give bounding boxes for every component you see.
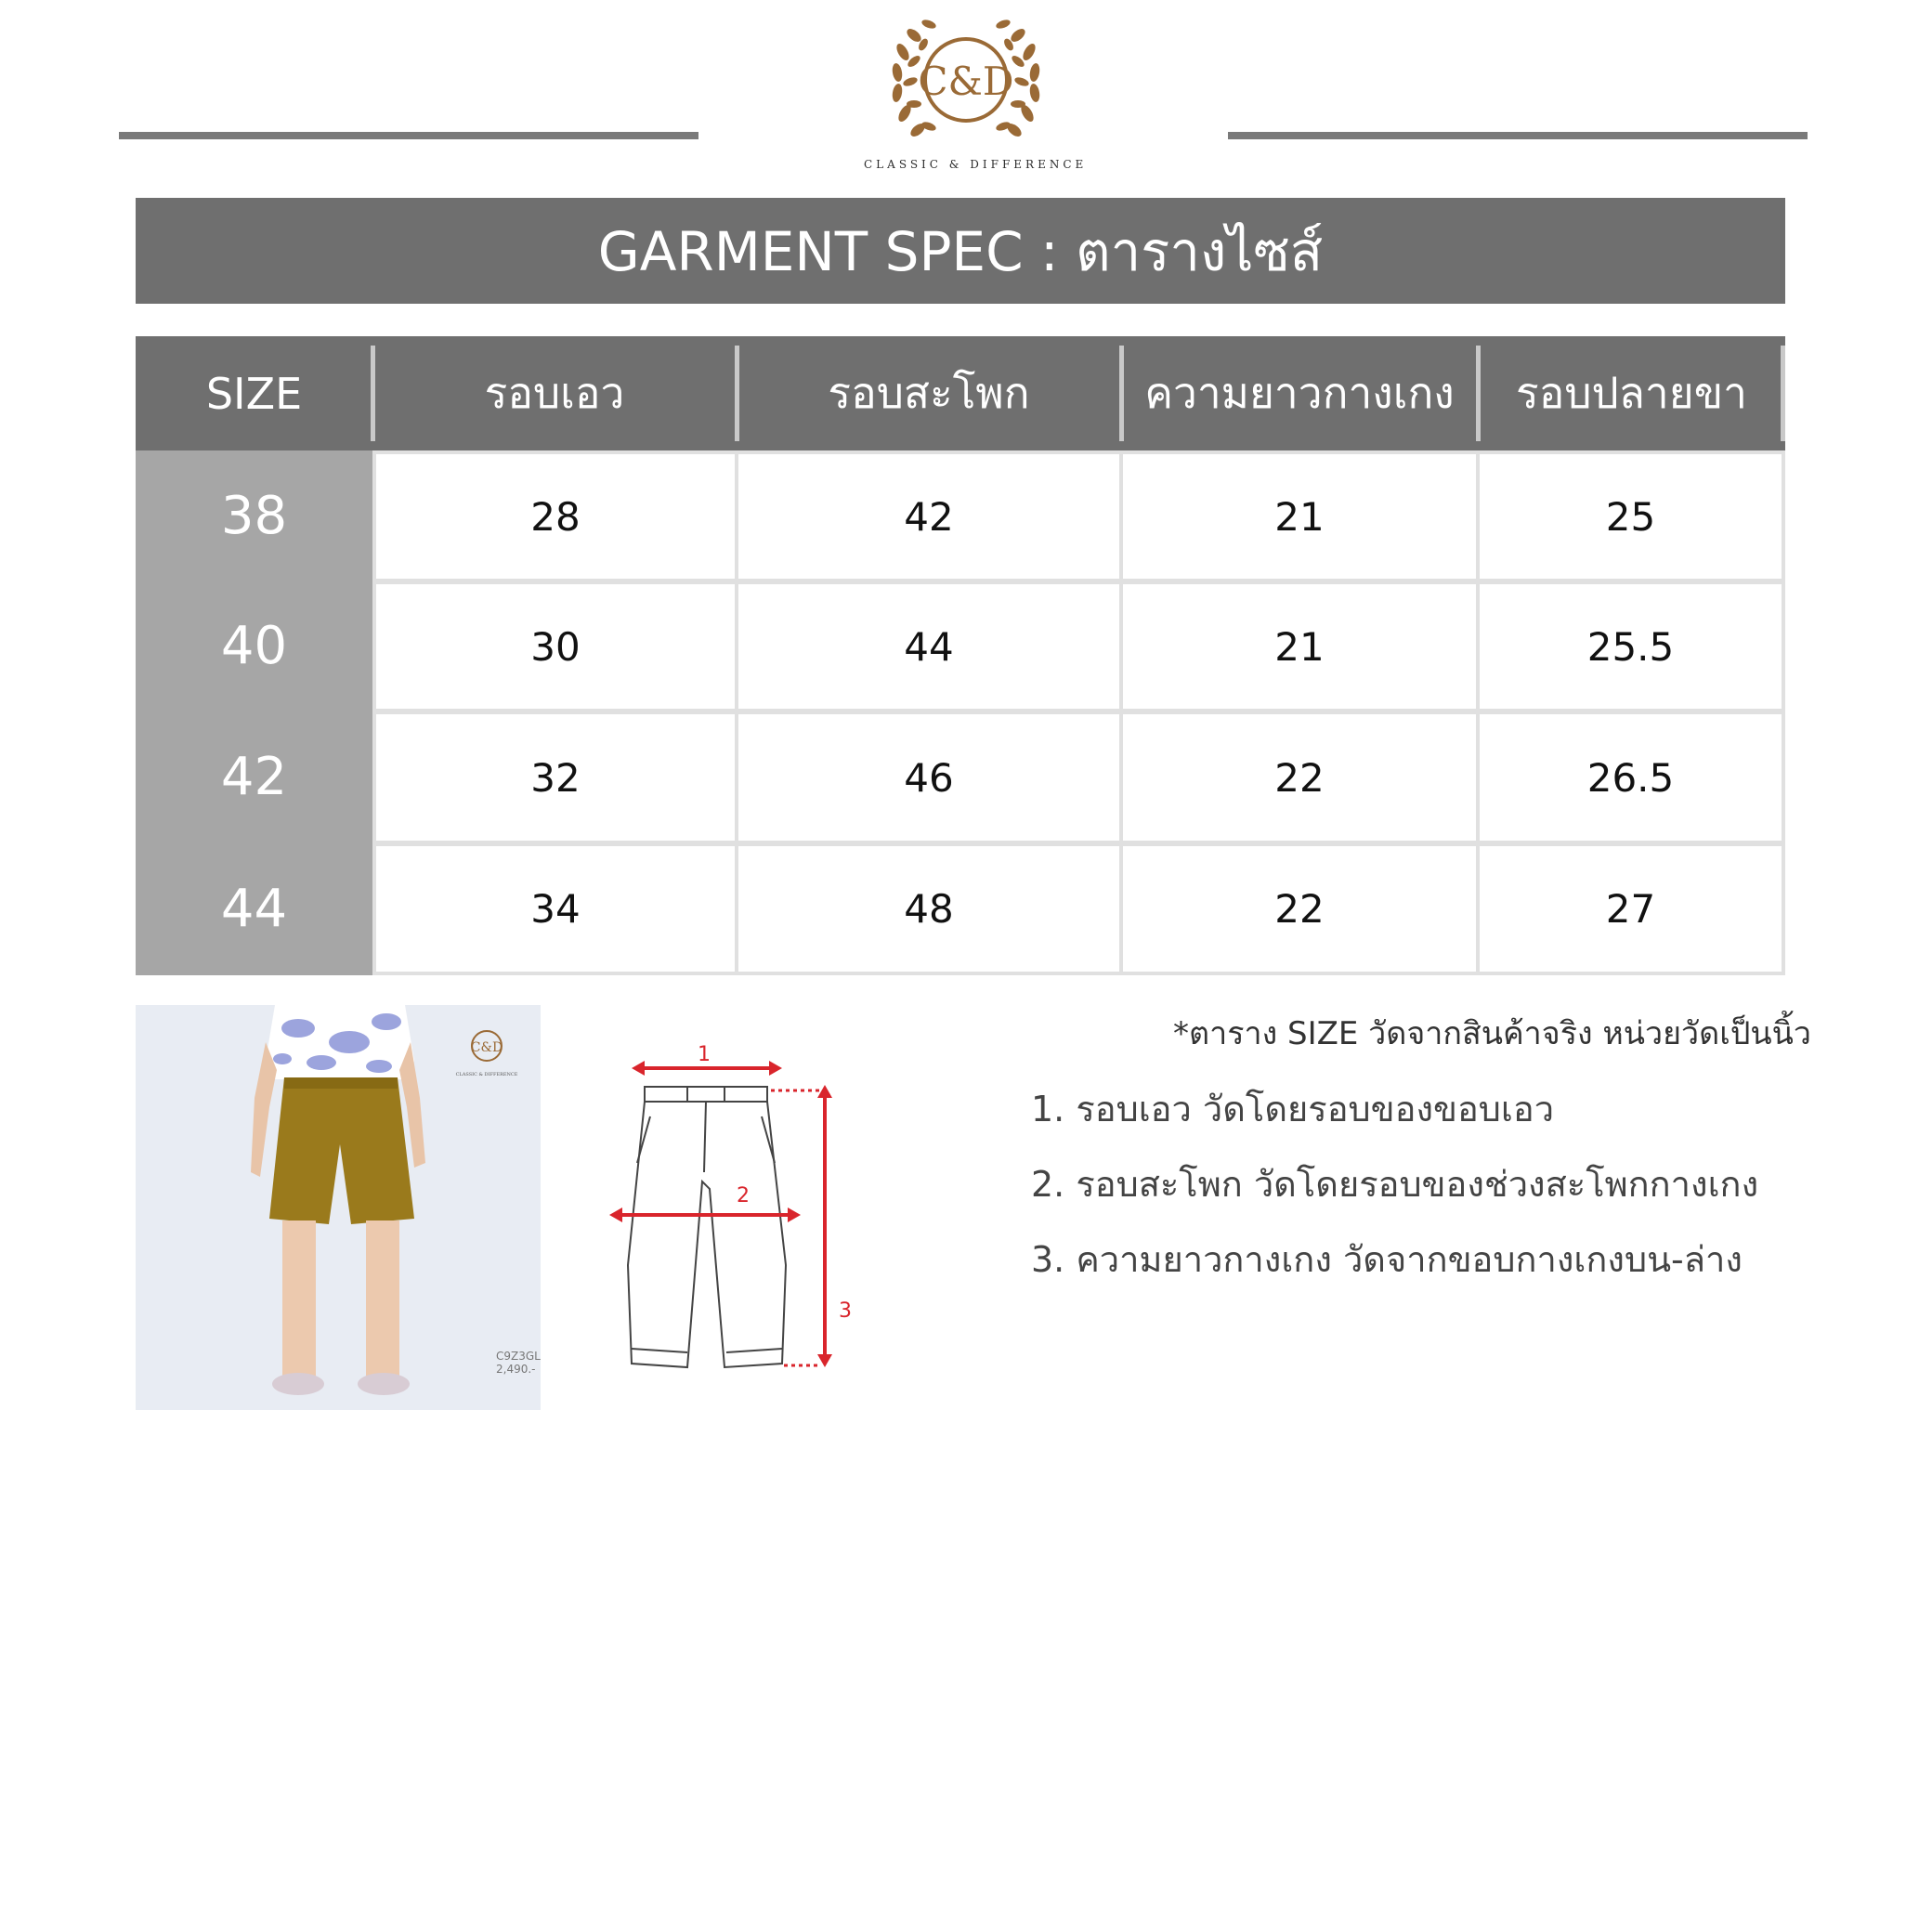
measure-label-2: 2 bbox=[737, 1184, 750, 1208]
brand-tagline: CLASSIC & DIFFERENCE bbox=[864, 158, 1088, 171]
table-cell: 25.5 bbox=[1480, 584, 1782, 709]
size-cell: 40 bbox=[220, 615, 288, 676]
note-item: 3. ความยาวกางเกง วัดจากขอบกางเกงบน-ล่าง bbox=[1031, 1239, 1743, 1280]
header-rule-left bbox=[119, 132, 698, 139]
header-hip: รอบสะโพก bbox=[737, 336, 1121, 450]
header-divider bbox=[1781, 346, 1785, 441]
table-cell: 22 bbox=[1123, 714, 1476, 841]
notes-header: *ตาราง SIZE วัดจากสินค้าจริง หน่วยวัดเป็นนิ้ว bbox=[1173, 1015, 1811, 1052]
table-cell: 48 bbox=[738, 846, 1119, 972]
table-cell: 30 bbox=[376, 584, 735, 709]
header-divider bbox=[1476, 346, 1481, 441]
size-table bbox=[136, 336, 1785, 975]
laurel-wreath-icon bbox=[882, 9, 1050, 158]
note-item: 2. รอบสะโพก วัดโดยรอบของช่วงสะโพกกางเกง bbox=[1031, 1164, 1759, 1205]
table-cell: 21 bbox=[1123, 454, 1476, 579]
table-cell: 26.5 bbox=[1480, 714, 1782, 841]
header-leg-opening: รอบปลายขา bbox=[1478, 336, 1785, 450]
measure-label-1: 1 bbox=[698, 1043, 711, 1066]
header-divider bbox=[371, 346, 375, 441]
size-cell: 42 bbox=[220, 746, 288, 807]
brand-logo bbox=[864, 9, 1088, 186]
product-photo bbox=[136, 1005, 541, 1410]
title-banner bbox=[136, 198, 1785, 304]
header-divider bbox=[735, 346, 739, 441]
table-cell: 21 bbox=[1123, 584, 1476, 709]
header-size: SIZE bbox=[136, 336, 372, 450]
size-cell: 44 bbox=[220, 879, 288, 939]
measure-label-3: 3 bbox=[839, 1299, 852, 1323]
svg-text:C&D: C&D bbox=[470, 1040, 503, 1055]
measurement-diagram bbox=[594, 1033, 855, 1377]
svg-text:C&D: C&D bbox=[918, 59, 1014, 104]
svg-text:CLASSIC & DIFFERENCE: CLASSIC & DIFFERENCE bbox=[455, 1072, 518, 1077]
table-cell: 25 bbox=[1480, 454, 1782, 579]
header-waist: รอบเอว bbox=[372, 336, 737, 450]
table-cell: 44 bbox=[738, 584, 1119, 709]
svg-text:C9Z3GL: C9Z3GL bbox=[496, 1350, 541, 1363]
size-cell: 38 bbox=[220, 485, 288, 546]
table-cell: 27 bbox=[1480, 846, 1782, 972]
header-rule-right bbox=[1228, 132, 1808, 139]
header-length: ความยาวกางเกง bbox=[1121, 336, 1478, 450]
table-cell: 28 bbox=[376, 454, 735, 579]
page-title: GARMENT SPEC : ตารางไซส์ bbox=[597, 219, 1324, 283]
measurement-notes bbox=[1031, 1008, 1811, 1306]
svg-text:2,490.-: 2,490.- bbox=[496, 1363, 536, 1376]
table-cell: 34 bbox=[376, 846, 735, 972]
table-cell: 42 bbox=[738, 454, 1119, 579]
table-cell: 22 bbox=[1123, 846, 1476, 972]
table-cell: 32 bbox=[376, 714, 735, 841]
note-item: 1. รอบเอว วัดโดยรอบของขอบเอว bbox=[1031, 1089, 1555, 1129]
table-cell: 46 bbox=[738, 714, 1119, 841]
header-divider bbox=[1119, 346, 1124, 441]
